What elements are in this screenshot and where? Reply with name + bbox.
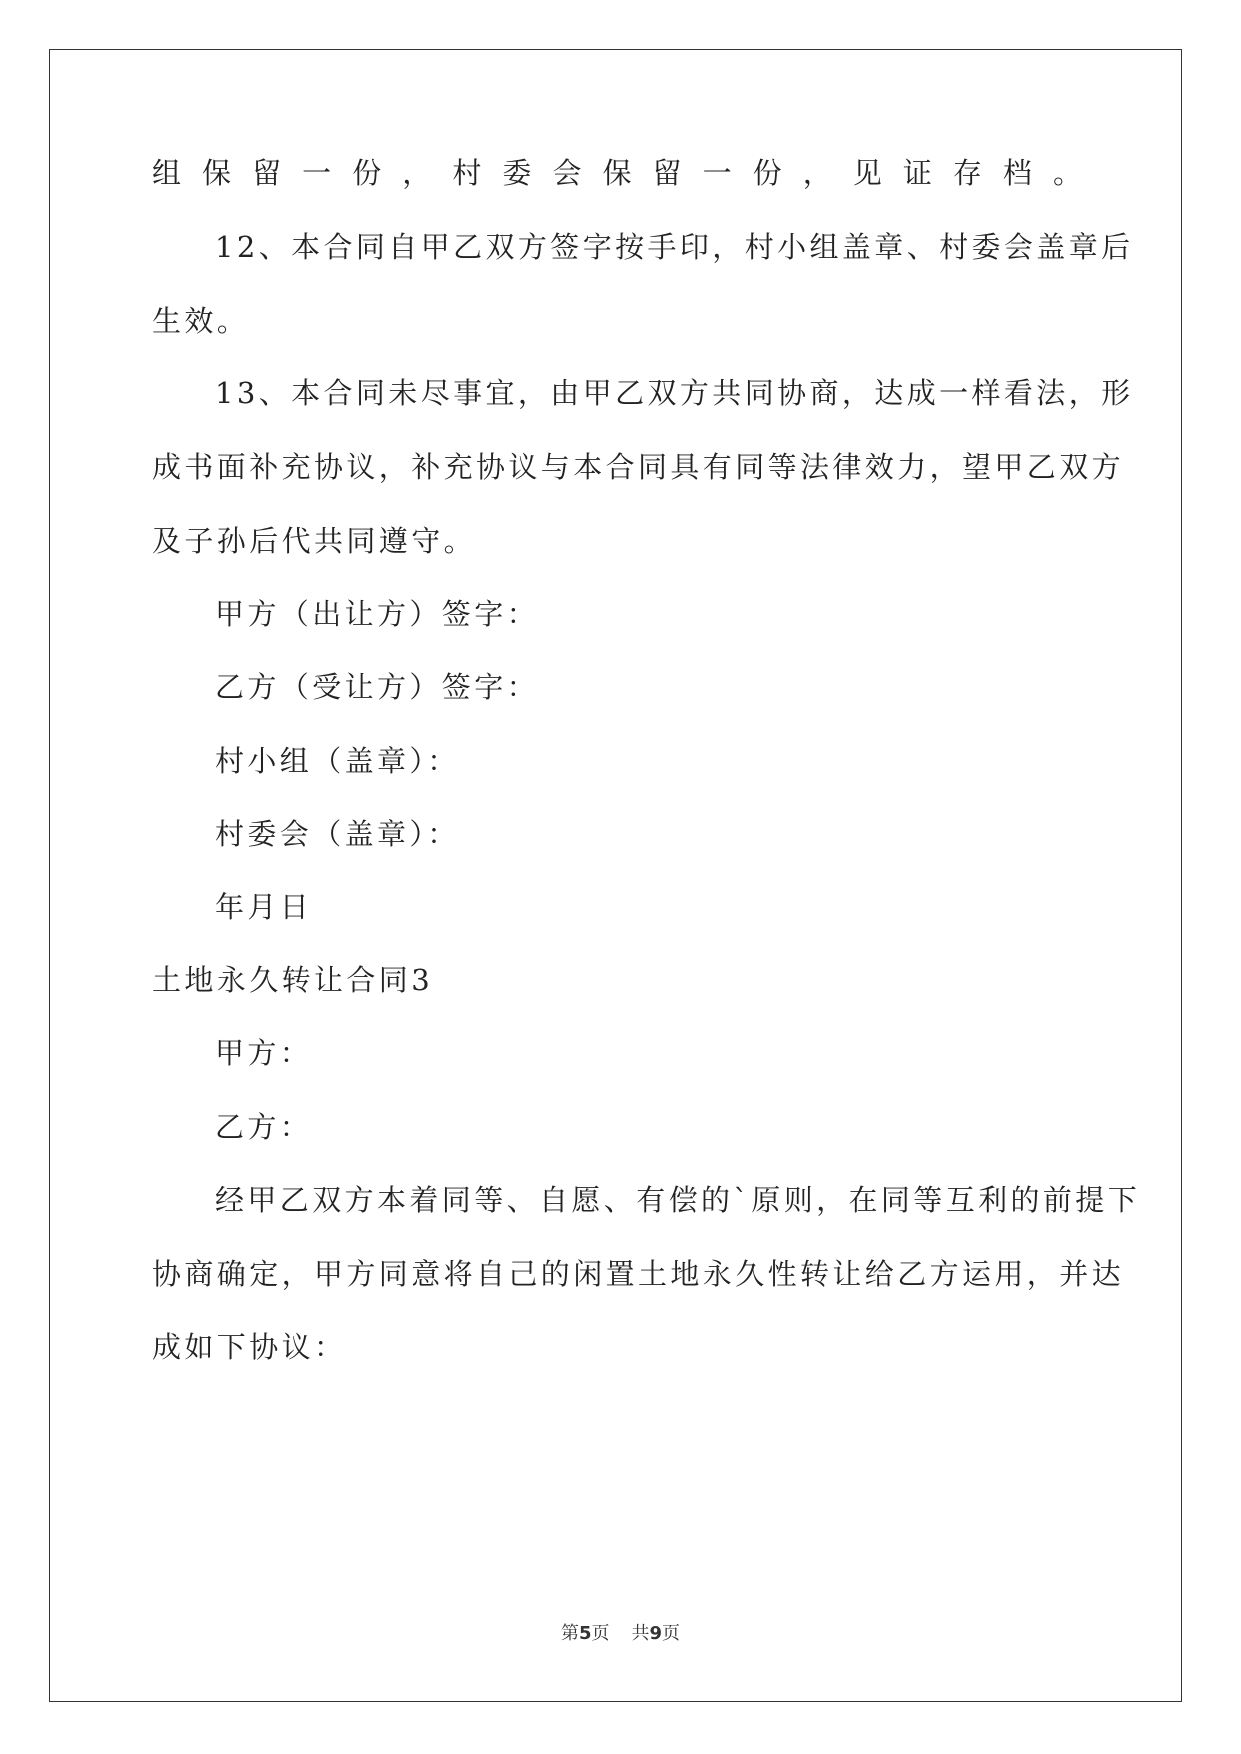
party-a-label: 甲方： (215, 1036, 313, 1070)
seal-village-committee: 村委会（盖章）： (215, 817, 460, 851)
agreement-intro-line-2: 协商确定，甲方同意将自己的闲置土地永久性转让给乙方运用，并达 (152, 1257, 1125, 1291)
clause-13-line-3: 及子孙后代共同遵守。 (152, 524, 477, 558)
page-prefix: 第 (560, 1623, 579, 1644)
clause-12-line-1: 12、本合同自甲乙双方签字按手印，村小组盖章、村委会盖章后 (215, 230, 1134, 264)
page-suffix: 页 (591, 1623, 610, 1644)
page-footer (0, 1619, 1241, 1645)
date-line: 年月日 (215, 890, 313, 924)
clause-12-line-2: 生效。 (152, 304, 250, 338)
contract-title: 土地永久转让合同3 (152, 963, 434, 997)
total-suffix: 页 (662, 1623, 681, 1644)
clause-13-line-2: 成书面补充协议，补充协议与本合同具有同等法律效力，望甲乙双方 (152, 450, 1125, 484)
clause-13-line-1: 13、本合同未尽事宜，由甲乙双方共同协商，达成一样看法，形 (215, 376, 1134, 410)
page-border (49, 49, 1182, 1702)
party-b-label: 乙方： (215, 1110, 313, 1144)
total-prefix: 共 (631, 1623, 650, 1644)
total-pages: 9 (649, 1623, 663, 1644)
paragraph-line: 组保留一份，村委会保留一份，见证存档。 (152, 156, 1082, 190)
agreement-intro-line-3: 成如下协议： (152, 1330, 347, 1364)
signature-party-b: 乙方（受让方）签字： (215, 670, 540, 704)
seal-village-group: 村小组（盖章）： (215, 744, 460, 778)
agreement-intro-line-1: 经甲乙双方本着同等、自愿、有偿的`原则，在同等互利的前提下 (215, 1183, 1141, 1217)
page-number: 5 (578, 1623, 592, 1644)
signature-party-a: 甲方（出让方）签字： (215, 597, 540, 631)
